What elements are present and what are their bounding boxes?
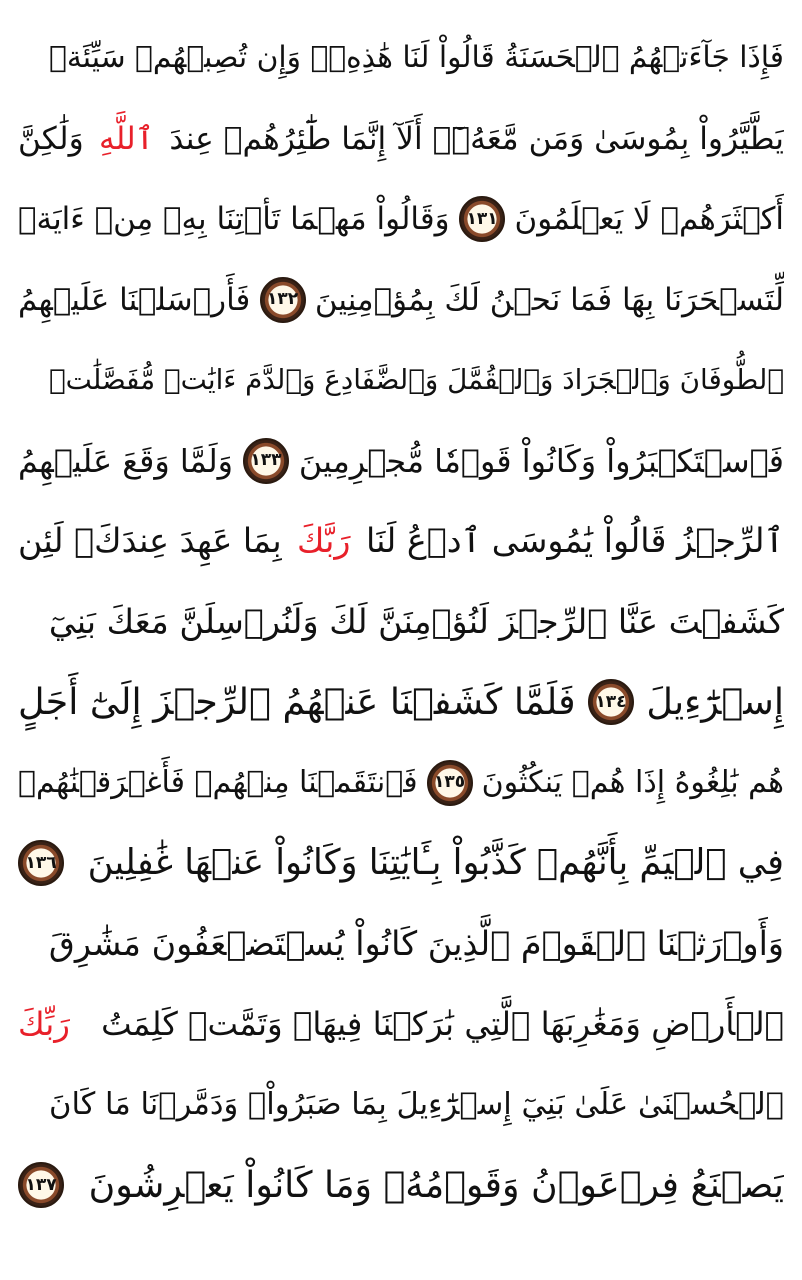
verse-text: فِي ٱلۡيَمِّ بِأَنَّهُمۡ كَذَّبُواْ بِـَٔايَٰتِنَا وَكَانُواْ عَنۡهَا غَٰفِلِينَ xyxy=(87,842,784,883)
ayah-number-marker: ١٣٥ xyxy=(427,760,473,806)
text-line xyxy=(18,1145,784,1226)
text-line xyxy=(18,501,784,582)
text-line xyxy=(18,582,784,663)
text-line xyxy=(18,99,784,180)
verse-text: فَإِذَا جَآءَتۡهُمُ ٱلۡحَسَنَةُ قَالُواْ لَنَا هَٰذِهِۦۖ وَإِن تُصِبۡهُمۡ سَيِّئَةٞ xyxy=(49,40,784,75)
verse-text: ٱلرِّجۡزُ قَالُواْ يَٰمُوسَى ٱدۡعُ لَنَا xyxy=(365,521,784,560)
text-line xyxy=(18,904,784,985)
verse-text: ٱلطُّوفَانَ وَٱلۡجَرَادَ وَٱلۡقُمَّلَ وَٱلضَّفَادِعَ وَٱلدَّمَ ءَايَٰتٖ مُّفَصَّلَٰتٖ xyxy=(48,363,784,396)
verse-text: فَٱنتَقَمۡنَا مِنۡهُمۡ فَأَغۡرَقۡنَٰهُمۡ xyxy=(18,764,418,800)
ayah-number-marker: ١٣٧ xyxy=(18,1162,64,1208)
verse-text: وَأَوۡرَثۡنَا ٱلۡقَوۡمَ ٱلَّذِينَ كَانُواْ يُسۡتَضۡعَفُونَ مَشَٰرِقَ xyxy=(48,923,784,963)
text-line xyxy=(18,340,784,421)
verse-text-block xyxy=(18,18,784,1226)
verse-text: وَقَالُواْ مَهۡمَا تَأۡتِنَا بِهِۦ مِنۡ ءَايَةٖ xyxy=(18,201,450,237)
verse-text: لِّتَسۡحَرَنَا بِهَا فَمَا نَحۡنُ لَكَ بِمُؤۡمِنِينَ xyxy=(314,281,784,318)
text-line xyxy=(18,823,784,904)
verse-text: وَلَمَّا وَقَعَ عَلَيۡهِمُ xyxy=(18,441,234,480)
ayah-number-marker: ١٣٢ xyxy=(260,277,306,323)
verse-text: يَصۡنَعُ فِرۡعَوۡنُ وَقَوۡمُهُۥ وَمَا كَانُواْ يَعۡرِشُونَ xyxy=(88,1163,784,1206)
verse-text: هُم بَٰلِغُوهُ إِذَا هُمۡ يَنكُثُونَ xyxy=(481,764,784,800)
text-line xyxy=(18,18,784,99)
verse-text: كَشَفۡتَ عَنَّا ٱلرِّجۡزَ لَنُؤۡمِنَنَّ لَكَ وَلَنُرۡسِلَنَّ مَعَكَ بَنِيٓ xyxy=(48,601,784,641)
text-line xyxy=(18,662,784,743)
ayah-number-marker: ١٣٤ xyxy=(588,679,634,725)
verse-text: أَكۡثَرَهُمۡ لَا يَعۡلَمُونَ xyxy=(514,201,784,237)
text-line xyxy=(18,1065,784,1146)
verse-text: إِسۡرَٰٓءِيلَ xyxy=(646,680,784,723)
verse-text: فَأَرۡسَلۡنَا عَلَيۡهِمُ xyxy=(18,281,251,318)
divine-name-text: ٱللَّهِ xyxy=(99,120,154,157)
verse-text: وَلَٰكِنَّ xyxy=(18,120,84,157)
text-line xyxy=(18,984,784,1065)
divine-name-text: رَبِّكَ xyxy=(18,1005,70,1043)
verse-text: ٱلۡحُسۡنَىٰ عَلَىٰ بَنِيٓ إِسۡرَٰٓءِيلَ بِمَا صَبَرُواْۖ وَدَمَّرۡنَا مَا كَانَ xyxy=(49,1086,784,1122)
text-line xyxy=(18,743,784,824)
verse-text: فَٱسۡتَكۡبَرُواْ وَكَانُواْ قَوۡمٗا مُّجۡرِمِينَ xyxy=(298,441,784,480)
ayah-number-marker: ١٣٦ xyxy=(18,840,64,886)
text-line xyxy=(18,421,784,502)
ayah-number-marker: ١٣١ xyxy=(459,196,505,242)
text-line xyxy=(18,260,784,341)
verse-text: ٱلۡأَرۡضِ وَمَغَٰرِبَهَا ٱلَّتِي بَٰرَكۡنَا فِيهَاۖ وَتَمَّتۡ كَلِمَتُ xyxy=(101,1005,784,1043)
verse-text: فَلَمَّا كَشَفۡنَا عَنۡهُمُ ٱلرِّجۡزَ إِلَىٰٓ أَجَلٍ xyxy=(18,680,576,723)
ayah-number-marker: ١٣٣ xyxy=(243,438,289,484)
divine-name-text: رَبَّكَ xyxy=(297,521,351,560)
verse-text: يَطَّيَّرُواْ بِمُوسَىٰ وَمَن مَّعَهُۥٓۗ أَلَآ إِنَّمَا طَٰٓئِرُهُمۡ عِندَ xyxy=(169,120,784,157)
text-line xyxy=(18,179,784,260)
verse-text: بِمَا عَهِدَ عِندَكَۖ لَئِن xyxy=(18,521,282,560)
